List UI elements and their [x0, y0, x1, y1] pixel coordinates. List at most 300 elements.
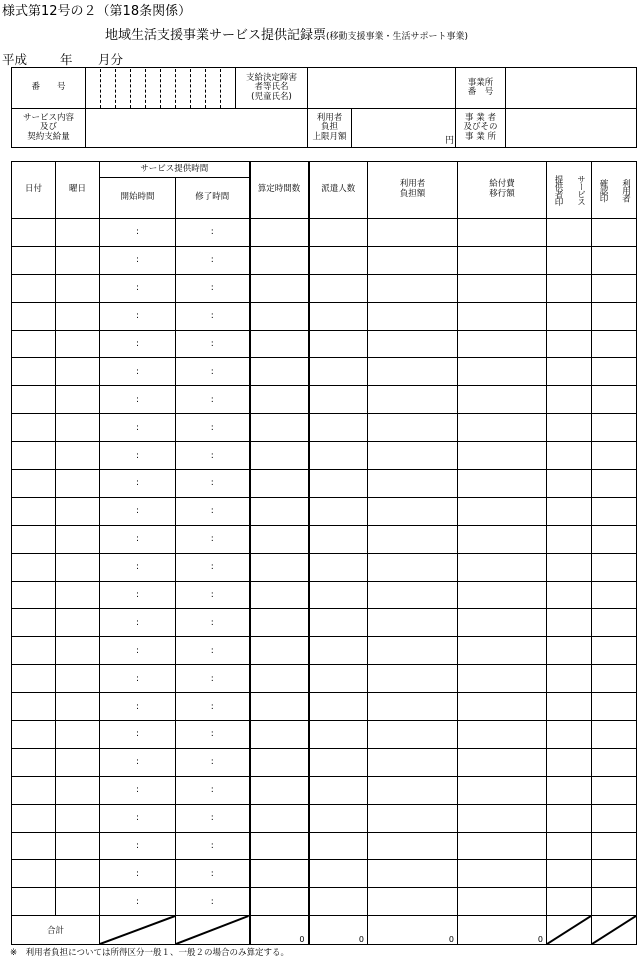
provider-seal-cell[interactable] [547, 721, 592, 749]
weekday-cell[interactable] [56, 414, 100, 442]
table-row [12, 860, 637, 888]
weekday-cell[interactable] [56, 637, 100, 665]
transfer-cell[interactable] [458, 721, 547, 749]
calc-hours-cell[interactable] [250, 860, 309, 888]
transfer-cell[interactable] [458, 219, 547, 247]
dispatch-cell[interactable] [309, 442, 368, 470]
provider-seal-cell[interactable] [547, 497, 592, 525]
table-row [12, 832, 637, 860]
provider-seal-cell[interactable] [547, 581, 592, 609]
calc-hours-cell[interactable] [250, 274, 309, 302]
calc-hours-cell[interactable] [250, 442, 309, 470]
user-seal-cell[interactable] [592, 525, 637, 553]
col-transfer-l2: 移行額 [489, 189, 515, 199]
dispatch-cell[interactable] [309, 274, 368, 302]
provider-seal-cell[interactable] [547, 414, 592, 442]
start-time-cell[interactable]: : [100, 609, 176, 637]
provider-seal-cell[interactable] [547, 246, 592, 274]
transfer-cell[interactable] [458, 860, 547, 888]
calc-hours-cell[interactable] [250, 888, 309, 916]
burden-cell[interactable] [368, 386, 458, 414]
start-time-cell[interactable]: : [100, 302, 176, 330]
start-time-cell[interactable]: : [100, 693, 176, 721]
limit-label-l2: 負担 [320, 122, 338, 133]
burden-cell[interactable] [368, 274, 458, 302]
start-time-cell[interactable]: : [100, 637, 176, 665]
date-cell[interactable] [12, 442, 56, 470]
provider-field[interactable] [506, 109, 637, 148]
weekday-cell[interactable] [56, 246, 100, 274]
col-user-seal-r: 利用者 [620, 178, 631, 202]
user-seal-cell[interactable] [592, 609, 637, 637]
col-burden-l1: 利用者 [399, 179, 426, 190]
burden-cell[interactable] [368, 693, 458, 721]
user-seal-cell[interactable] [592, 748, 637, 776]
date-cell[interactable] [12, 553, 56, 581]
burden-cell[interactable] [368, 497, 458, 525]
dispatch-cell[interactable] [309, 330, 368, 358]
end-time-cell[interactable]: : [176, 553, 250, 581]
transfer-cell[interactable] [458, 274, 547, 302]
provider-seal-cell[interactable] [547, 637, 592, 665]
transfer-cell[interactable] [458, 470, 547, 498]
transfer-cell[interactable] [458, 693, 547, 721]
burden-cell[interactable] [368, 888, 458, 916]
dispatch-cell[interactable] [309, 693, 368, 721]
col-provider-seal [547, 162, 592, 219]
weekday-cell[interactable] [56, 804, 100, 832]
dispatch-cell[interactable] [309, 553, 368, 581]
weekday-cell[interactable] [56, 442, 100, 470]
transfer-cell[interactable] [458, 358, 547, 386]
provider-seal-cell[interactable] [547, 386, 592, 414]
form-title [105, 24, 468, 43]
start-time-cell[interactable]: : [100, 860, 176, 888]
user-seal-cell[interactable] [592, 665, 637, 693]
user-seal-cell[interactable] [592, 693, 637, 721]
provider-seal-cell[interactable] [547, 609, 592, 637]
end-time-cell[interactable]: : [176, 888, 250, 916]
calc-hours-cell[interactable] [250, 748, 309, 776]
dispatch-cell[interactable] [309, 302, 368, 330]
provider-seal-cell[interactable] [547, 358, 592, 386]
user-seal-cell[interactable] [592, 246, 637, 274]
start-time-cell[interactable]: : [100, 581, 176, 609]
dispatch-cell[interactable] [309, 470, 368, 498]
start-time-cell[interactable]: : [100, 442, 176, 470]
start-time-cell[interactable]: : [100, 358, 176, 386]
burden-cell[interactable] [368, 246, 458, 274]
weekday-cell[interactable] [56, 609, 100, 637]
dispatch-cell[interactable] [309, 804, 368, 832]
user-seal-cell[interactable] [592, 721, 637, 749]
limit-amount-field[interactable] [352, 109, 456, 148]
provider-seal-cell[interactable] [547, 665, 592, 693]
weekday-cell[interactable] [56, 274, 100, 302]
weekday-cell[interactable] [56, 748, 100, 776]
period-month-label: 月分 [98, 52, 124, 67]
end-time-cell[interactable]: : [176, 470, 250, 498]
end-time-cell[interactable]: : [176, 637, 250, 665]
provider-seal-cell[interactable] [547, 748, 592, 776]
end-time-cell[interactable]: : [176, 358, 250, 386]
provider-seal-cell[interactable] [547, 776, 592, 804]
calc-hours-cell[interactable] [250, 219, 309, 247]
weekday-cell[interactable] [56, 693, 100, 721]
date-cell[interactable] [12, 581, 56, 609]
date-cell[interactable] [12, 414, 56, 442]
transfer-cell[interactable] [458, 497, 547, 525]
date-cell[interactable] [12, 860, 56, 888]
transfer-cell[interactable] [458, 442, 547, 470]
end-time-cell[interactable]: : [176, 497, 250, 525]
user-seal-cell[interactable] [592, 497, 637, 525]
footnote: ※ 利用者負担については所得区分一般１、一般２の場合のみ算定する。 [10, 948, 289, 958]
weekday-cell[interactable] [56, 358, 100, 386]
dispatch-cell[interactable] [309, 219, 368, 247]
dispatch-cell[interactable] [309, 497, 368, 525]
col-burden-l2: 負担額 [399, 189, 426, 199]
dispatch-cell[interactable] [309, 609, 368, 637]
office-number-label-l2: 番 号 [467, 87, 494, 97]
weekday-cell[interactable] [56, 721, 100, 749]
provider-seal-cell[interactable] [547, 860, 592, 888]
date-cell[interactable] [12, 274, 56, 302]
limit-label-l3: 上限月額 [312, 131, 347, 142]
calc-hours-cell[interactable] [250, 609, 309, 637]
calc-hours-cell[interactable] [250, 553, 309, 581]
end-time-cell[interactable]: : [176, 721, 250, 749]
end-time-cell[interactable]: : [176, 693, 250, 721]
transfer-cell[interactable] [458, 804, 547, 832]
burden-cell[interactable] [368, 414, 458, 442]
total-end-slash [176, 916, 250, 945]
burden-cell[interactable] [368, 832, 458, 860]
total-user-seal-slash [592, 916, 637, 945]
date-cell[interactable] [12, 748, 56, 776]
total-transfer: 0 [458, 916, 547, 945]
transfer-cell[interactable] [458, 888, 547, 916]
start-time-cell[interactable]: : [100, 832, 176, 860]
user-seal-cell[interactable] [592, 358, 637, 386]
weekday-cell[interactable] [56, 386, 100, 414]
dispatch-cell[interactable] [309, 776, 368, 804]
transfer-cell[interactable] [458, 665, 547, 693]
start-time-cell[interactable]: : [100, 497, 176, 525]
provider-seal-cell[interactable] [547, 330, 592, 358]
weekday-cell[interactable] [56, 330, 100, 358]
start-time-cell[interactable]: : [100, 414, 176, 442]
user-seal-cell[interactable] [592, 860, 637, 888]
date-cell[interactable] [12, 832, 56, 860]
start-time-cell[interactable]: : [100, 246, 176, 274]
table-row [12, 776, 637, 804]
provider-label-l3: 事 業 所 [465, 131, 496, 142]
weekday-cell[interactable] [56, 888, 100, 916]
dispatch-cell[interactable] [309, 860, 368, 888]
table-row [12, 888, 637, 916]
start-time-cell[interactable]: : [100, 553, 176, 581]
burden-cell[interactable] [368, 302, 458, 330]
transfer-cell[interactable] [458, 414, 547, 442]
date-cell[interactable] [12, 358, 56, 386]
user-seal-cell[interactable] [592, 637, 637, 665]
end-time-cell[interactable]: : [176, 748, 250, 776]
end-time-cell[interactable]: : [176, 832, 250, 860]
transfer-cell[interactable] [458, 637, 547, 665]
date-cell[interactable] [12, 470, 56, 498]
burden-cell[interactable] [368, 219, 458, 247]
provider-seal-cell[interactable] [547, 804, 592, 832]
date-cell[interactable] [12, 776, 56, 804]
table-row [12, 804, 637, 832]
provider-seal-cell[interactable] [547, 274, 592, 302]
date-cell[interactable] [12, 665, 56, 693]
user-seal-cell[interactable] [592, 888, 637, 916]
burden-cell[interactable] [368, 860, 458, 888]
end-time-cell[interactable]: : [176, 330, 250, 358]
provider-seal-cell[interactable] [547, 442, 592, 470]
dispatch-cell[interactable] [309, 888, 368, 916]
calc-hours-cell[interactable] [250, 386, 309, 414]
calc-hours-cell[interactable] [250, 721, 309, 749]
burden-cell[interactable] [368, 609, 458, 637]
user-seal-cell[interactable] [592, 414, 637, 442]
end-time-cell[interactable]: : [176, 581, 250, 609]
date-cell[interactable] [12, 497, 56, 525]
end-time-cell[interactable]: : [176, 442, 250, 470]
dispatch-cell[interactable] [309, 525, 368, 553]
weekday-cell[interactable] [56, 470, 100, 498]
burden-cell[interactable] [368, 442, 458, 470]
calc-hours-cell[interactable] [250, 832, 309, 860]
provider-seal-cell[interactable] [547, 525, 592, 553]
office-number-label [456, 68, 506, 109]
end-time-cell[interactable]: : [176, 302, 250, 330]
start-time-cell[interactable]: : [100, 330, 176, 358]
dispatch-cell[interactable] [309, 721, 368, 749]
total-provider-seal-slash [547, 916, 592, 945]
transfer-cell[interactable] [458, 386, 547, 414]
user-seal-cell[interactable] [592, 442, 637, 470]
start-time-cell[interactable]: : [100, 804, 176, 832]
end-time-cell[interactable]: : [176, 274, 250, 302]
calc-hours-cell[interactable] [250, 776, 309, 804]
calc-hours-cell[interactable] [250, 665, 309, 693]
provider-seal-cell[interactable] [547, 693, 592, 721]
burden-cell[interactable] [368, 748, 458, 776]
table-row [12, 470, 637, 498]
total-burden: 0 [368, 916, 458, 945]
user-seal-cell[interactable] [592, 832, 637, 860]
weekday-cell[interactable] [56, 219, 100, 247]
period [2, 50, 123, 68]
transfer-cell[interactable] [458, 246, 547, 274]
total-calc-hours: 0 [250, 916, 309, 945]
calc-hours-cell[interactable] [250, 246, 309, 274]
col-transfer [458, 162, 547, 219]
start-time-cell[interactable]: : [100, 470, 176, 498]
dispatch-cell[interactable] [309, 581, 368, 609]
weekday-cell[interactable] [56, 302, 100, 330]
end-time-cell[interactable]: : [176, 386, 250, 414]
date-cell[interactable] [12, 330, 56, 358]
weekday-cell[interactable] [56, 581, 100, 609]
provider-seal-cell[interactable] [547, 832, 592, 860]
table-row [12, 553, 637, 581]
user-seal-cell[interactable] [592, 581, 637, 609]
calc-hours-cell[interactable] [250, 358, 309, 386]
burden-cell[interactable] [368, 330, 458, 358]
end-time-cell[interactable]: : [176, 219, 250, 247]
table-row [12, 497, 637, 525]
end-time-cell[interactable]: : [176, 525, 250, 553]
calc-hours-cell[interactable] [250, 804, 309, 832]
user-seal-cell[interactable] [592, 330, 637, 358]
transfer-cell[interactable] [458, 302, 547, 330]
burden-cell[interactable] [368, 553, 458, 581]
burden-cell[interactable] [368, 721, 458, 749]
date-cell[interactable] [12, 609, 56, 637]
transfer-cell[interactable] [458, 525, 547, 553]
start-time-cell[interactable]: : [100, 274, 176, 302]
transfer-cell[interactable] [458, 832, 547, 860]
end-time-cell[interactable]: : [176, 804, 250, 832]
date-cell[interactable] [12, 525, 56, 553]
col-end: 修了時間 [176, 178, 250, 219]
transfer-cell[interactable] [458, 581, 547, 609]
date-cell[interactable] [12, 804, 56, 832]
user-seal-cell[interactable] [592, 274, 637, 302]
calc-hours-cell[interactable] [250, 414, 309, 442]
start-time-cell[interactable]: : [100, 748, 176, 776]
transfer-cell[interactable] [458, 553, 547, 581]
transfer-cell[interactable] [458, 776, 547, 804]
provider-seal-cell[interactable] [547, 470, 592, 498]
recipient-name-label-l1: 支給決定障害 [245, 72, 297, 83]
weekday-cell[interactable] [56, 776, 100, 804]
date-cell[interactable] [12, 246, 56, 274]
weekday-cell[interactable] [56, 665, 100, 693]
burden-cell[interactable] [368, 358, 458, 386]
user-seal-cell[interactable] [592, 804, 637, 832]
dispatch-cell[interactable] [309, 358, 368, 386]
dispatch-cell[interactable] [309, 748, 368, 776]
burden-cell[interactable] [368, 637, 458, 665]
user-seal-cell[interactable] [592, 219, 637, 247]
calc-hours-cell[interactable] [250, 497, 309, 525]
end-time-cell[interactable]: : [176, 609, 250, 637]
weekday-cell[interactable] [56, 860, 100, 888]
date-cell[interactable] [12, 386, 56, 414]
end-time-cell[interactable]: : [176, 665, 250, 693]
col-user-seal [592, 162, 637, 219]
burden-cell[interactable] [368, 804, 458, 832]
provider-seal-cell[interactable] [547, 219, 592, 247]
dispatch-cell[interactable] [309, 832, 368, 860]
start-time-cell[interactable]: : [100, 665, 176, 693]
date-cell[interactable] [12, 219, 56, 247]
provider-seal-cell[interactable] [547, 553, 592, 581]
dispatch-cell[interactable] [309, 637, 368, 665]
dispatch-cell[interactable] [309, 246, 368, 274]
recipient-name-label [236, 68, 308, 109]
transfer-cell[interactable] [458, 330, 547, 358]
dispatch-cell[interactable] [309, 414, 368, 442]
calc-hours-cell[interactable] [250, 637, 309, 665]
provider-seal-cell[interactable] [547, 888, 592, 916]
start-time-cell[interactable]: : [100, 721, 176, 749]
date-cell[interactable] [12, 888, 56, 916]
table-row [12, 693, 637, 721]
weekday-cell[interactable] [56, 525, 100, 553]
start-time-cell[interactable]: : [100, 888, 176, 916]
table-row [12, 442, 637, 470]
calc-hours-cell[interactable] [250, 302, 309, 330]
recipient-name-field[interactable] [308, 68, 456, 109]
total-dispatch: 0 [309, 916, 368, 945]
weekday-cell[interactable] [56, 832, 100, 860]
start-time-cell[interactable]: : [100, 219, 176, 247]
date-cell[interactable] [12, 693, 56, 721]
weekday-cell[interactable] [56, 497, 100, 525]
burden-cell[interactable] [368, 776, 458, 804]
user-seal-cell[interactable] [592, 302, 637, 330]
transfer-cell[interactable] [458, 609, 547, 637]
date-cell[interactable] [12, 637, 56, 665]
limit-label-l1: 利用者 [316, 112, 343, 123]
col-burden [368, 162, 458, 219]
table-row [12, 748, 637, 776]
date-cell[interactable] [12, 302, 56, 330]
table-row [12, 219, 637, 247]
end-time-cell[interactable]: : [176, 246, 250, 274]
start-time-cell[interactable]: : [100, 525, 176, 553]
date-cell[interactable] [12, 721, 56, 749]
start-time-cell[interactable]: : [100, 776, 176, 804]
weekday-cell[interactable] [56, 553, 100, 581]
user-seal-cell[interactable] [592, 776, 637, 804]
dispatch-cell[interactable] [309, 386, 368, 414]
service-content-label-l1: サービス内容 [22, 112, 74, 123]
office-number-field[interactable] [506, 68, 637, 109]
user-seal-cell[interactable] [592, 470, 637, 498]
start-time-cell[interactable]: : [100, 386, 176, 414]
user-seal-cell[interactable] [592, 386, 637, 414]
table-row [12, 609, 637, 637]
burden-cell[interactable] [368, 470, 458, 498]
calc-hours-cell[interactable] [250, 470, 309, 498]
calc-hours-cell[interactable] [250, 581, 309, 609]
calc-hours-cell[interactable] [250, 330, 309, 358]
transfer-cell[interactable] [458, 748, 547, 776]
total-row [12, 916, 637, 945]
burden-cell[interactable] [368, 525, 458, 553]
calc-hours-cell[interactable] [250, 525, 309, 553]
recipient-number-field[interactable] [86, 68, 236, 109]
burden-cell[interactable] [368, 665, 458, 693]
burden-cell[interactable] [368, 581, 458, 609]
service-content-field[interactable] [86, 109, 308, 148]
calc-hours-cell[interactable] [250, 693, 309, 721]
dispatch-cell[interactable] [309, 665, 368, 693]
end-time-cell[interactable]: : [176, 860, 250, 888]
user-seal-cell[interactable] [592, 553, 637, 581]
end-time-cell[interactable]: : [176, 776, 250, 804]
provider-seal-cell[interactable] [547, 302, 592, 330]
end-time-cell[interactable]: : [176, 414, 250, 442]
number-label: 番 号 [12, 68, 86, 109]
